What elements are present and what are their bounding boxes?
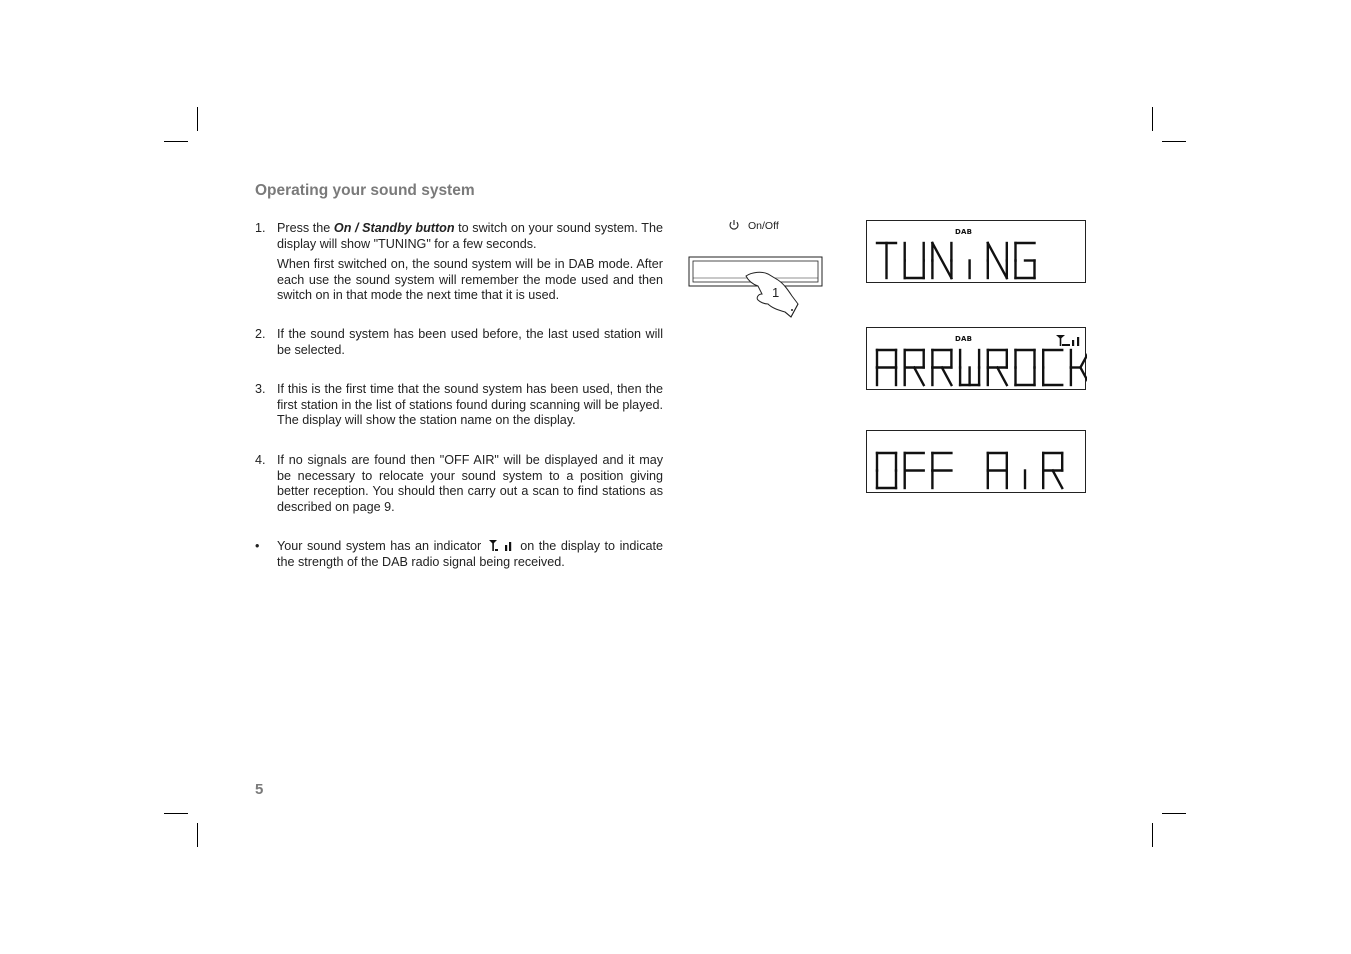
crop-mark <box>197 823 198 847</box>
lcd-segment <box>988 243 1007 278</box>
lcd-display-tuning <box>866 220 1086 283</box>
list-marker: • <box>255 539 260 553</box>
list-item <box>255 382 663 429</box>
crop-mark <box>1162 813 1186 814</box>
crop-mark <box>164 813 188 814</box>
lcd-segment <box>1080 350 1087 368</box>
dab-mode-indicator: DAB <box>955 228 973 236</box>
list-item <box>255 539 663 570</box>
lcd-segment <box>942 368 952 386</box>
signal-strength-icon <box>488 539 514 551</box>
paragraph: If no signals are found then "OFF AIR" will be displayed and it may be necessary to relocate your sound system to a position giving better reception. You should then carry out a scan to find stations as described on page 9. <box>277 453 663 514</box>
list-marker: 3. <box>255 382 266 396</box>
radio-illustration <box>688 216 828 320</box>
text-run: Your sound system has an indicator <box>277 539 486 553</box>
lcd-segment <box>932 243 951 278</box>
text-run: to switch on your sound system. The display will show "TUNING" for a few seconds. <box>277 221 663 251</box>
page-number: 5 <box>255 781 264 798</box>
list-item <box>255 453 663 515</box>
lcd-segment <box>997 368 1007 386</box>
paragraph <box>277 221 663 252</box>
crop-mark <box>1152 823 1153 847</box>
list-item <box>255 221 663 304</box>
lcd-display-off-air <box>866 430 1086 493</box>
button-name-emphasis: On / Standby button <box>333 221 455 235</box>
lcd-segment-text <box>867 221 1087 284</box>
list-marker: 4. <box>255 453 266 467</box>
lcd-segment-text <box>867 328 1087 391</box>
crop-mark <box>1162 141 1186 142</box>
paragraph: If the sound system has been used before, the last used station will be selected. <box>277 327 663 357</box>
paragraph: If this is the first time that the sound system has been used, then the first station in the list of stations found during scanning will be played. The display will show the station name on the display. <box>277 382 663 428</box>
lcd-segment-text <box>867 431 1087 494</box>
paragraph: When first switched on, the sound system will be in DAB mode. After each use the sound system will remember the mode used and then switch on in that mode the next time that it is used. <box>277 257 663 303</box>
crop-mark <box>197 107 198 131</box>
dab-mode-indicator: DAB <box>955 335 973 343</box>
text-run: on the display to indicate the strength of the DAB radio signal being received. <box>277 539 663 569</box>
list-marker: 2. <box>255 327 266 341</box>
lcd-display-station <box>866 327 1086 390</box>
lcd-segment <box>1053 471 1063 489</box>
callout-number: 1 <box>772 285 780 300</box>
crop-mark <box>164 141 188 142</box>
crop-mark <box>1152 107 1153 131</box>
lcd-segment <box>1080 368 1087 386</box>
list-item <box>255 327 663 358</box>
text-run: Press the <box>277 221 334 235</box>
list-marker: 1. <box>255 221 266 235</box>
page-heading: Operating your sound system <box>255 182 475 199</box>
radio-top-panel <box>688 216 828 320</box>
paragraph <box>277 539 663 570</box>
lcd-segment <box>914 368 924 386</box>
on-off-label: On/Off <box>748 220 779 232</box>
